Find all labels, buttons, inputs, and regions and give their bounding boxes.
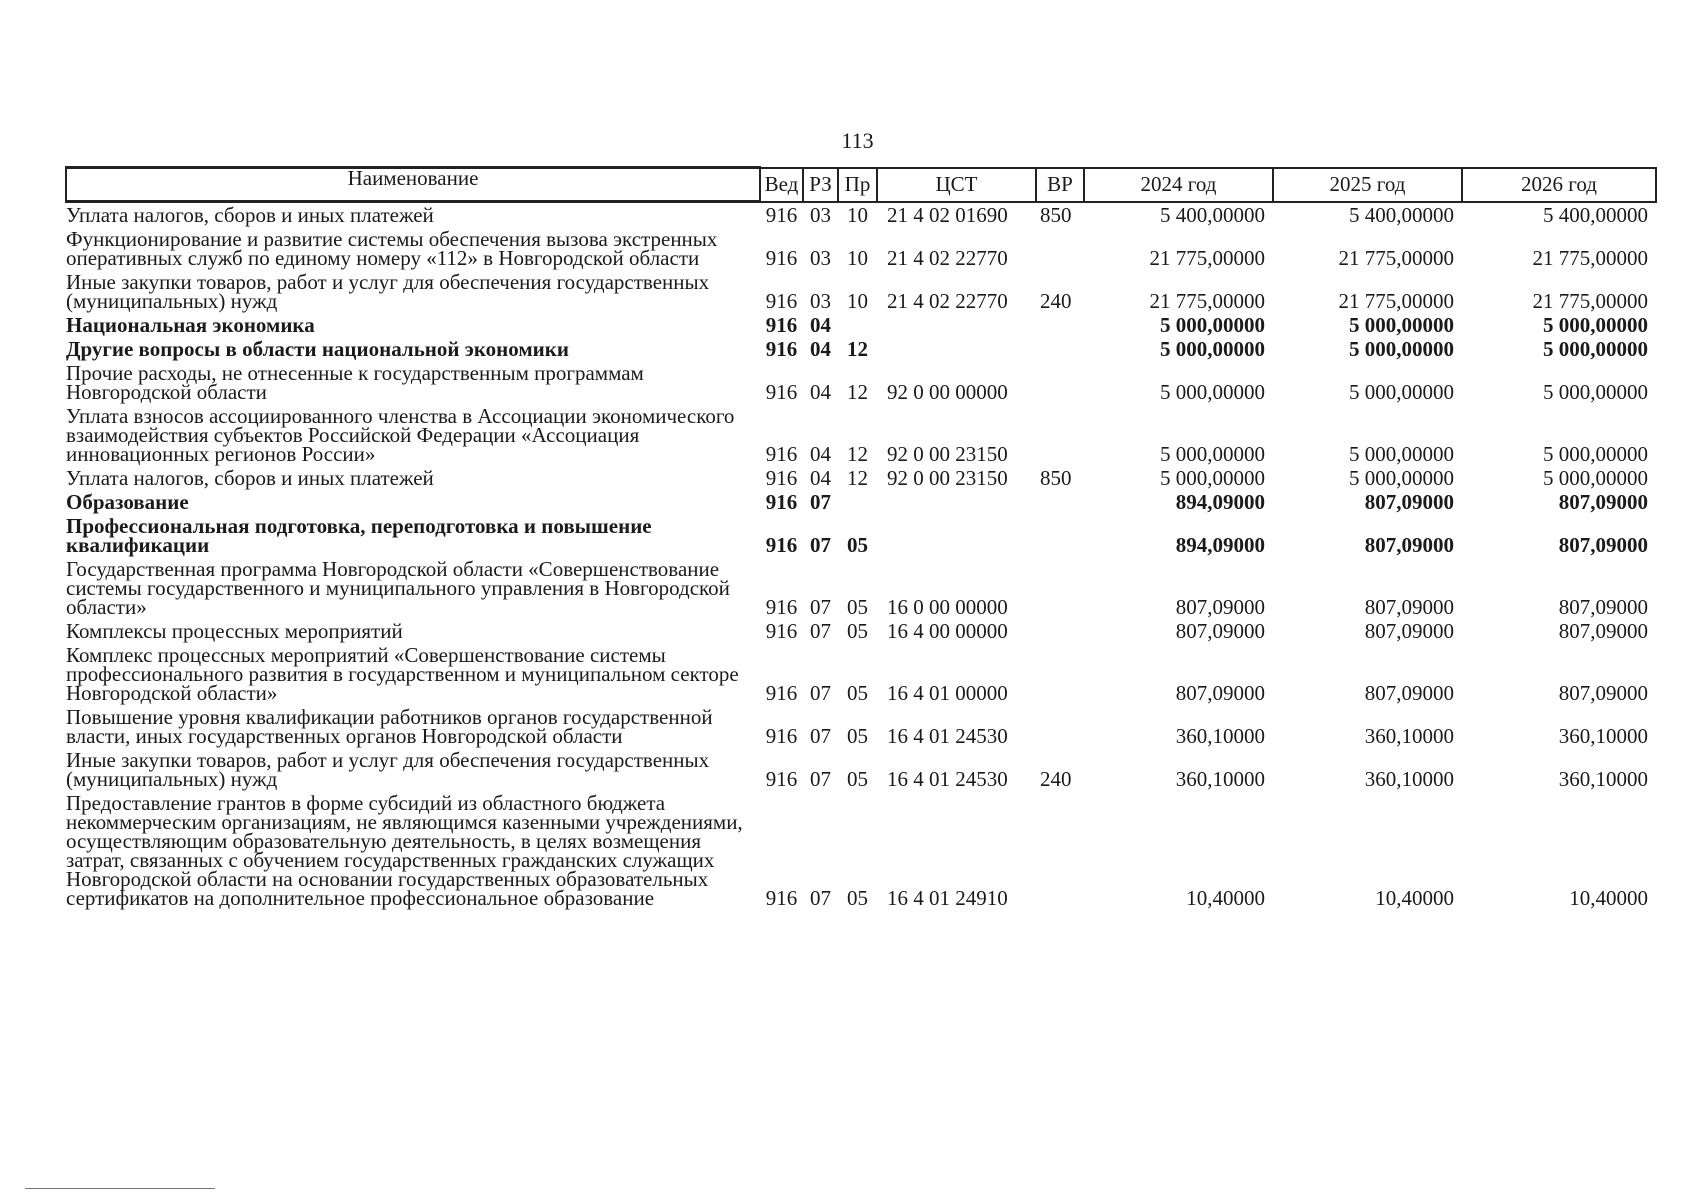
cell-vr [1036,791,1084,910]
table-row [66,313,1656,337]
cell-amount-2025: 360,10000 [1364,724,1454,748]
cell-amount-2024: 5 000,00000 [1160,466,1265,490]
cell-cst: 92 0 00 00000 [887,380,1008,404]
cell-rz: 07 [810,886,831,910]
cell-amount-2026: 21 775,00000 [1532,289,1648,313]
cell-rz: 04 [810,442,831,466]
cell-amount-2024: 10,40000 [1186,886,1265,910]
cell-ved: 916 [765,724,798,748]
cell-amount-2024: 5 000,00000 [1160,442,1265,466]
cell-vr [1036,557,1084,619]
cell-amount-2026: 807,09000 [1558,595,1648,619]
cell-vr [1036,313,1084,337]
cell-amount-2024: 360,10000 [1175,724,1265,748]
table-row [66,202,1656,228]
cell-rz: 07 [810,619,831,643]
header-name: Наименование [66,168,760,202]
cell-amount-2025: 807,09000 [1364,681,1454,705]
cell-rz: 04 [810,466,831,490]
cell-amount-2026: 5 000,00000 [1543,313,1648,337]
cell-amount-2026: 5 000,00000 [1543,442,1648,466]
table-row [66,490,1656,514]
cell-vr [1036,227,1084,270]
cell-vr [1036,619,1084,643]
cell-name: Государственная программа Новгородской области «Совершенствование системы государственного и муниципального управления в Новгородской области» [66,557,730,619]
cell-cst: 21 4 02 22770 [887,289,1008,313]
cell-ved: 916 [765,886,798,910]
header-2026: 2026 год [1462,168,1656,202]
cell-rz: 07 [810,724,831,748]
table-row [66,361,1656,404]
cell-cst: 21 4 02 22770 [887,246,1008,270]
cell-rz: 04 [810,380,831,404]
header-rz: РЗ [803,168,838,202]
cell-amount-2026: 5 400,00000 [1543,203,1648,227]
cell-name: Иные закупки товаров, работ и услуг для обеспечения государственных (муниципальных) нужд [66,748,710,791]
cell-amount-2025: 5 000,00000 [1349,313,1454,337]
header-ved: Вед [760,168,803,202]
cell-cst: 92 0 00 23150 [887,442,1008,466]
cell-rz: 07 [810,681,831,705]
cell-amount-2025: 5 000,00000 [1349,380,1454,404]
table-row [66,404,1656,466]
cell-name: Национальная экономика [66,313,315,337]
cell-amount-2026: 360,10000 [1558,724,1648,748]
cell-name: Комплексы процессных мероприятий [66,619,403,643]
cell-pr: 12 [847,380,868,404]
cell-amount-2026: 360,10000 [1558,767,1648,791]
cell-pr: 05 [847,533,868,557]
cell-amount-2026: 21 775,00000 [1532,246,1648,270]
cell-vr [1036,643,1084,705]
cell-vr: 240 [1040,289,1072,313]
cell-vr [1036,337,1084,361]
cell-ved: 916 [765,619,798,643]
cell-cst: 16 4 01 24530 [887,724,1008,748]
cell-amount-2026: 5 000,00000 [1543,466,1648,490]
cell-name: Комплекс процессных мероприятий «Совершенствование системы профессионального развития в государственном и муниципальном секторе Новгородской области» [66,643,739,705]
table-row [66,643,1656,705]
cell-rz: 07 [810,533,831,557]
cell-amount-2024: 5 000,00000 [1160,337,1265,361]
cell-amount-2026: 807,09000 [1558,533,1648,557]
cell-vr [1036,404,1084,466]
footer-rule [25,1188,215,1189]
header-2025: 2025 год [1273,168,1462,202]
table-row [66,270,1656,313]
cell-amount-2024: 807,09000 [1175,681,1265,705]
cell-cst: 16 4 01 24530 [887,767,1008,791]
cell-rz: 07 [810,767,831,791]
cell-amount-2024: 21 775,00000 [1149,289,1265,313]
cell-amount-2025: 360,10000 [1364,767,1454,791]
table-row [66,466,1656,490]
cell-name: Прочие расходы, не отнесенные к государственным программам Новгородской области [66,361,644,404]
cell-pr [838,313,877,337]
cell-pr: 10 [847,203,868,227]
cell-amount-2026: 807,09000 [1558,681,1648,705]
budget-table [65,166,1657,910]
cell-amount-2024: 360,10000 [1175,767,1265,791]
cell-cst: 16 4 01 00000 [887,681,1008,705]
cell-rz: 04 [810,313,831,337]
cell-pr: 10 [847,246,868,270]
cell-ved: 916 [765,337,798,361]
cell-name: Профессиональная подготовка, переподготовка и повышение квалификации [66,514,652,557]
cell-amount-2026: 807,09000 [1558,490,1648,514]
cell-rz: 03 [810,289,831,313]
cell-amount-2025: 807,09000 [1364,490,1454,514]
header-2024: 2024 год [1084,168,1273,202]
cell-cst [877,490,1036,514]
cell-amount-2026: 5 000,00000 [1543,380,1648,404]
cell-amount-2024: 5 000,00000 [1160,380,1265,404]
table-row [66,748,1656,791]
cell-pr: 12 [847,442,868,466]
cell-name: Уплата налогов, сборов и иных платежей [66,466,434,490]
cell-vr [1036,490,1084,514]
table-row [66,705,1656,748]
cell-amount-2024: 894,09000 [1175,490,1265,514]
table-row [66,619,1656,643]
cell-ved: 916 [765,681,798,705]
cell-vr [1036,361,1084,404]
cell-cst: 92 0 00 23150 [887,466,1008,490]
table-row [66,791,1656,910]
cell-vr: 850 [1040,203,1072,227]
cell-cst [877,313,1036,337]
cell-amount-2024: 5 400,00000 [1160,203,1265,227]
cell-rz: 03 [810,203,831,227]
cell-vr [1036,514,1084,557]
cell-amount-2025: 21 775,00000 [1338,246,1454,270]
cell-pr: 05 [847,767,868,791]
cell-vr: 850 [1040,466,1072,490]
cell-amount-2024: 21 775,00000 [1149,246,1265,270]
cell-name: Образование [66,490,189,514]
cell-amount-2024: 807,09000 [1175,595,1265,619]
cell-amount-2025: 807,09000 [1364,533,1454,557]
cell-ved: 916 [765,466,798,490]
cell-rz: 07 [810,595,831,619]
header-pr: Пр [838,168,877,202]
cell-pr: 12 [847,337,868,361]
page-number: 113 [841,128,874,153]
cell-rz: 03 [810,246,831,270]
cell-pr [838,490,877,514]
cell-amount-2025: 10,40000 [1375,886,1454,910]
cell-pr: 05 [847,886,868,910]
cell-amount-2025: 807,09000 [1364,595,1454,619]
cell-pr: 12 [847,466,868,490]
cell-amount-2025: 5 000,00000 [1349,466,1454,490]
cell-ved: 916 [765,442,798,466]
cell-pr: 05 [847,595,868,619]
table-row [66,227,1656,270]
cell-amount-2025: 5 000,00000 [1349,442,1454,466]
cell-ved: 916 [765,767,798,791]
table-header [66,168,1656,202]
cell-rz: 04 [810,337,831,361]
cell-ved: 916 [765,533,798,557]
cell-amount-2026: 10,40000 [1569,886,1648,910]
cell-cst: 21 4 02 01690 [887,203,1008,227]
cell-ved: 916 [765,289,798,313]
cell-amount-2024: 5 000,00000 [1160,313,1265,337]
cell-ved: 916 [765,595,798,619]
cell-amount-2025: 5 400,00000 [1349,203,1454,227]
cell-amount-2025: 807,09000 [1364,619,1454,643]
cell-pr: 05 [847,619,868,643]
cell-name: Уплата взносов ассоциированного членства в Ассоциации экономического взаимодействия субъектов Российской Федерации «Ассоциация инновационных регионов России» [66,404,735,466]
table-body [66,202,1656,911]
header-cst: ЦСТ [877,168,1036,202]
cell-vr [1036,705,1084,748]
table-row [66,337,1656,361]
cell-ved: 916 [765,313,798,337]
cell-name: Уплата налогов, сборов и иных платежей [66,203,434,227]
cell-amount-2025: 5 000,00000 [1349,337,1454,361]
cell-name: Повышение уровня квалификации работников органов государственной власти, иных государственных органов Новгородской области [66,705,713,748]
cell-name: Иные закупки товаров, работ и услуг для обеспечения государственных (муниципальных) нужд [66,270,710,313]
table-row [66,514,1656,557]
table-row [66,557,1656,619]
cell-pr: 05 [847,681,868,705]
cell-ved: 916 [765,203,798,227]
cell-name: Другие вопросы в области национальной экономики [66,337,569,361]
cell-pr: 05 [847,724,868,748]
header-vr: ВР [1036,168,1084,202]
cell-ved: 916 [765,490,798,514]
cell-amount-2024: 894,09000 [1175,533,1265,557]
cell-name: Функционирование и развитие системы обеспечения вызова экстренных оперативных служб по единому номеру «112» в Новгородской области [66,227,718,270]
cell-ved: 916 [765,246,798,270]
cell-cst: 16 4 01 24910 [887,886,1008,910]
cell-cst [877,514,1036,557]
cell-vr: 240 [1040,767,1072,791]
cell-pr: 10 [847,289,868,313]
cell-ved: 916 [765,380,798,404]
cell-cst: 16 4 00 00000 [887,619,1008,643]
cell-name: Предоставление грантов в форме субсидий из областного бюджета некоммерческим организациям, не являющимся казенными учреждениями, осуществляющим образовательную деятельность, в целях возмещения затрат, связанных с обучением государственных гражданских служащих Новгородской области на основании государственных образовательных сертификатов на дополнительное профессиональное образование [66,791,743,910]
cell-amount-2026: 5 000,00000 [1543,337,1648,361]
cell-amount-2024: 807,09000 [1175,619,1265,643]
cell-rz: 07 [810,490,831,514]
cell-amount-2025: 21 775,00000 [1338,289,1454,313]
cell-cst [877,337,1036,361]
cell-amount-2026: 807,09000 [1558,619,1648,643]
cell-cst: 16 0 00 00000 [887,595,1008,619]
